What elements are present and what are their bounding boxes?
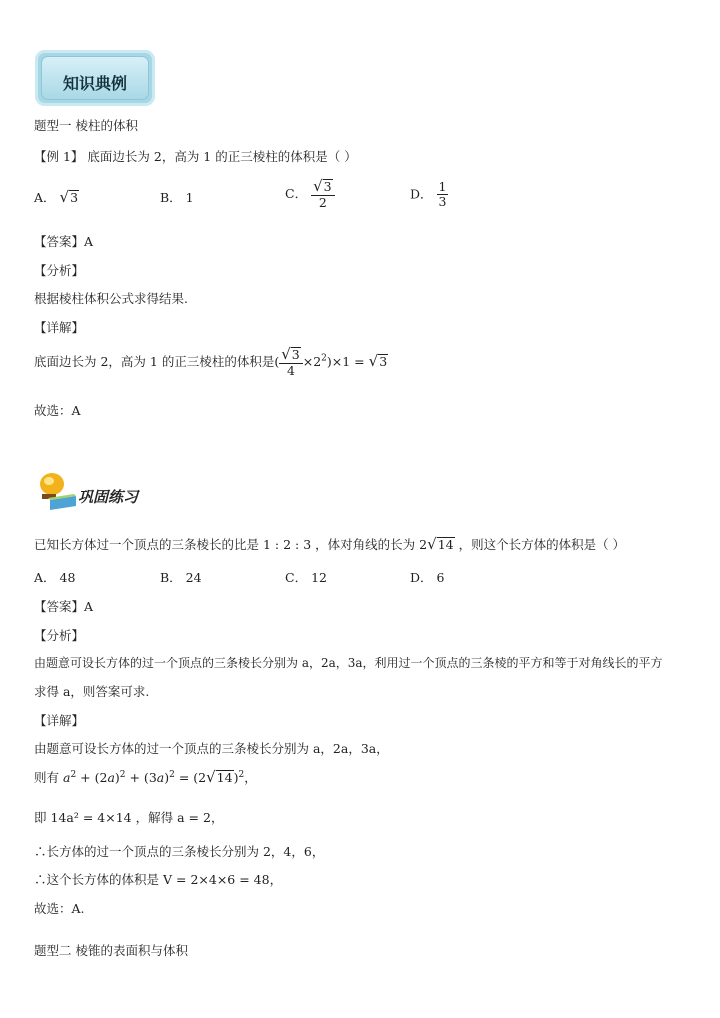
practice-detail-2 [34, 768, 257, 786]
practice-detail-3-eq: 14a² = 4×14 [50, 810, 132, 825]
practice-detail-5-prefix: ∴这个长方体的体积是 [34, 872, 160, 887]
practice-choose: 故选：A. [34, 901, 85, 916]
practice-option-d [410, 568, 444, 586]
sqrt-icon: √ [368, 351, 379, 370]
option-a-value: 3 [70, 190, 79, 205]
practice-detail-label: 【详解】 [34, 713, 85, 728]
detail-1-den: 4 [287, 363, 295, 379]
option-d-fraction [437, 180, 449, 210]
practice-option-a-label: A． [34, 570, 56, 585]
practice-question-b: ，体对角线的长为 [315, 537, 416, 552]
practice-option-b-label: B． [160, 570, 182, 585]
option-c-num: 3 [323, 179, 332, 194]
option-b-label: B． [160, 190, 182, 205]
practice-detail-5-end: ， [269, 872, 283, 887]
practice-option-c [285, 568, 327, 586]
practice-detail-5 [34, 870, 282, 888]
sqrt-icon: √ [281, 345, 291, 363]
practice-analysis-1: 由题意可设长方体的过一个顶点的三条棱长分别为 a，2a，3a，利用过一个顶点的三条棱的平方和等于对角线长的平方 [34, 656, 663, 670]
detail-1-num: 3 [291, 347, 300, 362]
practice-option-c-value: 12 [311, 570, 327, 585]
practice-ratio: 1 : 2 : 3 [263, 537, 312, 552]
option-b [160, 188, 194, 206]
practice-option-a-value: 48 [59, 570, 76, 585]
practice-detail-1: 由题意可设长方体的过一个顶点的三条棱长分别为 a，2a，3a， [34, 741, 389, 756]
option-c [285, 178, 335, 211]
choose-1: 故选：A [34, 403, 81, 418]
sqrt-icon: √ [427, 535, 437, 553]
practice-option-b [160, 568, 202, 586]
practice-detail-2-eq: $a^2 + (2a)^2 + (3a)^2 = (2√14)^2$， [63, 768, 257, 786]
answer-1: 【答案】A [34, 234, 94, 249]
practice-detail-3-prefix: 即 [34, 810, 47, 825]
sqrt-icon: √ [313, 177, 323, 195]
badge-title: 知识典例 [62, 74, 127, 93]
option-c-fraction [311, 178, 335, 211]
practice-option-b-value: 24 [185, 570, 202, 585]
practice-diag-coef: 2 [419, 537, 428, 552]
section1-heading: 题型一 棱柱的体积 [34, 118, 138, 133]
option-a [34, 188, 79, 206]
practice-detail-2-prefix: 则有 [34, 770, 60, 785]
sqrt-icon: √ [59, 188, 70, 206]
option-c-label: C． [285, 185, 308, 201]
practice-diag-rad: 14 [437, 537, 454, 552]
practice-detail-4: ∴长方体的过一个顶点的三条棱长分别为 2，4，6， [34, 844, 325, 859]
detail-1-exp: 2 [321, 353, 327, 364]
option-d-label: D． [410, 186, 433, 202]
practice-question [34, 535, 625, 553]
practice-title: 巩固练习 [78, 488, 139, 506]
practice-detail-5-eq: V = 2×4×6 = 48 [163, 872, 270, 887]
detail-1-mid: ×2 [302, 353, 322, 369]
option-c-den: 2 [318, 195, 327, 211]
option-a-label: A． [34, 190, 56, 205]
detail-1-prefix: 底面边长为 2，高为 1 的正三棱柱的体积是 [34, 353, 275, 369]
example1-question: 【例 1】 底面边长为 2，高为 1 的正三棱柱的体积是（ ） [34, 149, 357, 164]
practice-option-a [34, 568, 75, 586]
practice-detail-3-end: ， [210, 810, 224, 825]
practice-answer: 【答案】A [34, 599, 94, 614]
practice-detail-3-mid: ，解得 [135, 810, 174, 825]
detail-1-tail: )×1 = [326, 353, 369, 369]
detail-label-1: 【详解】 [34, 320, 85, 335]
detail-1-result: 3 [379, 353, 388, 369]
lamp-book-icon [36, 470, 78, 510]
practice-question-a: 已知长方体过一个顶点的三条棱长的比是 [34, 537, 260, 552]
practice-detail-3 [34, 808, 223, 826]
practice-detail-3-sol: a = 2 [177, 810, 211, 825]
analysis-1: 根据棱柱体积公式求得结果. [34, 291, 188, 306]
practice-option-c-label: C． [285, 570, 308, 585]
detail-1: 底面边长为 2，高为 1 的正三棱柱的体积是( $\frac{√3}{4}$ $\times 2^2)\times 1 = √3$ [34, 345, 388, 379]
option-d [410, 180, 448, 210]
practice-option-d-value: 6 [436, 570, 445, 585]
section2-heading: 题型二 棱锥的表面积与体积 [34, 943, 188, 958]
practice-question-c: ，则这个长方体的体积是（ ） [458, 537, 626, 552]
practice-option-d-label: D． [410, 570, 433, 585]
detail-1-fraction [279, 346, 303, 379]
section-badge [35, 50, 155, 106]
option-d-den: 3 [438, 194, 447, 210]
practice-analysis-2: 求得 a，则答案可求. [34, 684, 150, 699]
analysis-label-1: 【分析】 [34, 263, 85, 278]
practice-analysis-label: 【分析】 [34, 628, 85, 643]
badge-inner [41, 56, 149, 100]
option-d-num: 1 [438, 179, 447, 194]
option-b-value: 1 [185, 190, 194, 205]
